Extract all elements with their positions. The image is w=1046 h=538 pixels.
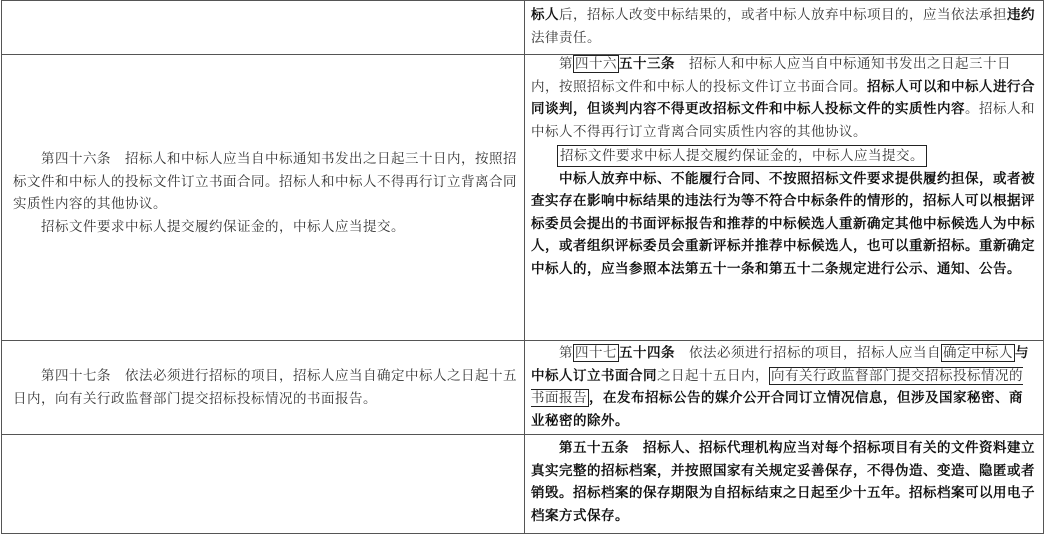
row1-new-text-b: 后，招标人改变中标结果的，或者中标人放弃中标项目的，应当依法承担 <box>559 7 1007 23</box>
comparison-table <box>1 0 1044 536</box>
row3-new-bold2: ，在发布招标公告的媒介公开合同订立情况信息，但涉及国家秘密、商业秘密的除外。 <box>531 390 1023 429</box>
row2-old-cell <box>13 148 517 238</box>
row3-new-box2: 向有关行政监督部门提交招标投标情况的书面报告 <box>531 367 1023 406</box>
row3-new-text1: 依法必须进行招标的项目，招标人应当自 <box>689 345 941 361</box>
row3-new-bold1: 与中标人订立书面合同 <box>531 345 1029 384</box>
row2-new-bold1: 招标人可以和中标人进行合同谈判，但谈判内容不得更改招标文件和中标人投标文件的实质性内容 <box>531 78 1035 117</box>
row2-new-art-suffix: 条 <box>661 56 675 72</box>
row2-new-prefix: 第 <box>559 56 573 72</box>
row2-old-article: 第四十六条 招标人和中标人应当自中标通知书发出之日起三十日内，按照招标文件和中标人的投标文件订立书面合同。招标人和中标人不得再行订立背离合同实质性内容的其他协议。 <box>13 151 517 212</box>
table-border-right <box>1043 0 1044 534</box>
row2-new-text1: 招标人和中标人应当自中标通知书发出之日起三十日内，按照招标文件和中标人的投标文件订立书面合同。 <box>531 56 1011 95</box>
row1-new-cell <box>531 4 1036 54</box>
row3-new-cell <box>531 342 1036 432</box>
row2-new-new-number: 五十三 <box>619 56 661 72</box>
row2-new-cell <box>531 53 1036 280</box>
row4-new-cell <box>531 437 1036 527</box>
row3-new-art-suffix: 条 <box>661 345 675 361</box>
row1-new-text-d: 法律责任。 <box>531 29 601 46</box>
row1-new-bold-a: 标人 <box>531 7 559 23</box>
row-divider <box>1 340 1044 341</box>
row1-old-cell <box>2 1 524 54</box>
row3-new-prefix: 第 <box>559 345 573 361</box>
row2-old-paragraph2: 招标文件要求中标人提交履约保证金的，中标人应当提交。 <box>41 218 405 235</box>
row3-new-new-number: 五十四 <box>619 345 661 361</box>
row3-old-cell <box>13 365 517 410</box>
row3-old-article: 第四十七条 依法必须进行招标的项目，招标人应当自确定中标人之日起十五日内，向有关行政监督部门提交招标投标情况的书面报告。 <box>13 368 517 407</box>
row3-new-box1: 确定中标人 <box>943 345 1013 361</box>
row2-new-boxed-sentence: 招标文件要求中标人提交履约保证金的，中标人应当提交。 <box>557 145 927 167</box>
column-divider <box>524 0 525 534</box>
row3-new-text2: 之日起十五日内， <box>657 367 769 384</box>
row2-new-old-number: 四十六 <box>575 56 617 72</box>
row2-new-text2: 。招标人和中标人不得再行订立背离合同实质性内容的其他协议。 <box>531 101 1035 140</box>
row2-new-bold2: 中标人放弃中标、不能履行合同、不按照招标文件要求提供履约担保，或者被查实存在影响中标结果的违法行为等不符合中标条件的情形的，招标人可以根据评标委员会提出的书面评标报告和推荐的中标候选人重新确定其他中标候选人为中标人，或者组织评标委员会重新评标并推荐中标候选人，也可以重新招标。重新确定中标人的，应当参照本法第五十一条和第五十二条规定进行公示、通知、公告。 <box>531 170 1035 277</box>
row1-new-bold-c: 违约 <box>1007 7 1035 23</box>
row4-old-cell <box>2 435 524 533</box>
table-border-bottom <box>1 533 1044 534</box>
row3-new-old-number: 四十七 <box>575 345 617 361</box>
row4-new-article: 第五十五条 招标人、招标代理机构应当对每个招标项目有关的文件资料建立真实完整的招标档案，并按照国家有关规定妥善保存，不得伪造、变造、隐匿或者销毁。招标档案的保存期限为自招标结束之日起至少十五年。招标档案可以用电子档案方式保存。 <box>531 440 1035 524</box>
